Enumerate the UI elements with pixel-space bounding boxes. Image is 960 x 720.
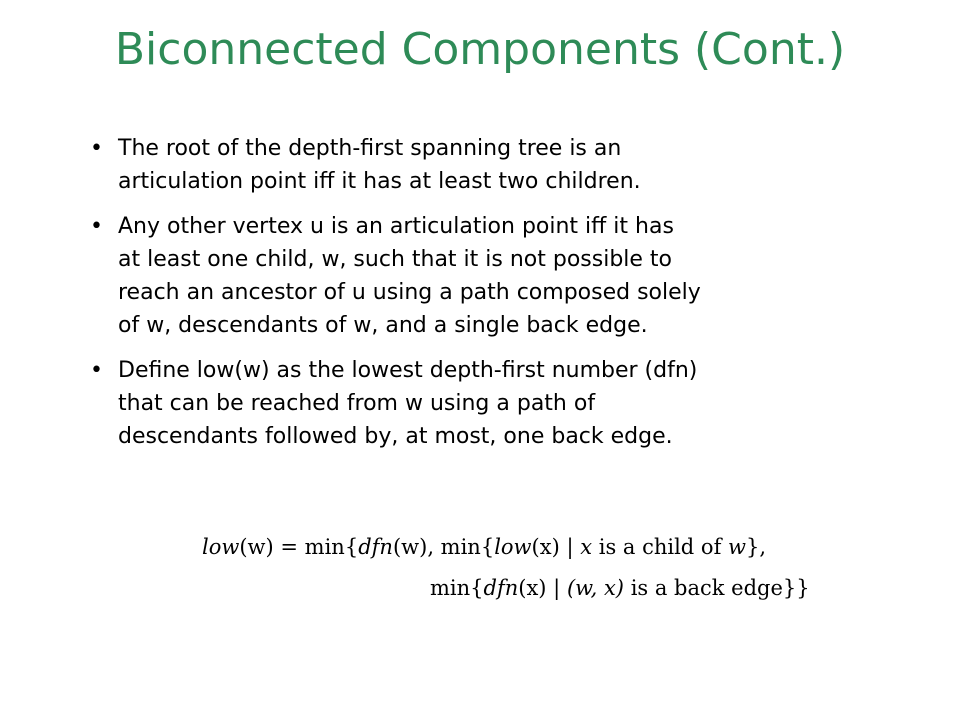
formula-token: (x)	[531, 535, 560, 559]
formula-token: low	[494, 535, 532, 559]
bullet-line: at least one child, w, such that it is not possible to	[118, 247, 673, 272]
formula-token: },	[746, 535, 767, 559]
bullet-line: descendants followed by, at most, one back edge.	[118, 424, 673, 449]
formula-token: dfn	[483, 576, 519, 600]
formula-token: (x)	[518, 576, 547, 600]
formula-token: is a back edge}}	[624, 576, 810, 600]
bullet-marker: •	[90, 358, 103, 383]
formula-token: (w)	[392, 535, 428, 559]
bullet-marker: •	[90, 136, 103, 161]
formula-token: x	[580, 535, 593, 559]
bullet-line: Any other vertex u is an articulation point iff it has	[118, 214, 674, 239]
formula-token: w	[728, 535, 746, 559]
formula-token: (w)	[239, 535, 274, 559]
formula-token: (w, x)	[566, 576, 625, 600]
formula-token: is a child of	[592, 535, 729, 559]
bullet-line: of w, descendants of w, and a single back edge.	[118, 313, 648, 338]
formula-line-1	[202, 532, 766, 562]
bullet-list	[90, 132, 930, 465]
formula-token: , min{	[427, 535, 495, 559]
formula-token: = min{	[273, 535, 359, 559]
formula-token: dfn	[358, 535, 393, 559]
bullet-line: articulation point iff it has at least two children.	[118, 169, 641, 194]
bullet-line: Define low(w) as the lowest depth-first number (dfn)	[118, 358, 698, 383]
bullet-item	[90, 210, 930, 342]
bullet-item	[90, 132, 930, 198]
bullet-line: The root of the depth-first spanning tree is an	[118, 136, 622, 161]
bullet-line: reach an ancestor of u using a path composed solely	[118, 280, 701, 305]
bullet-line: that can be reached from w using a path of	[118, 391, 596, 416]
formula-token: min{	[430, 576, 484, 600]
slide-title: Biconnected Components (Cont.)	[114, 24, 846, 75]
formula-token: |	[546, 576, 567, 600]
formula-line-2	[430, 573, 810, 603]
bullet-item	[90, 354, 930, 453]
bullet-marker: •	[90, 214, 103, 239]
formula-token: |	[559, 535, 581, 559]
formula-token: low	[202, 535, 240, 559]
